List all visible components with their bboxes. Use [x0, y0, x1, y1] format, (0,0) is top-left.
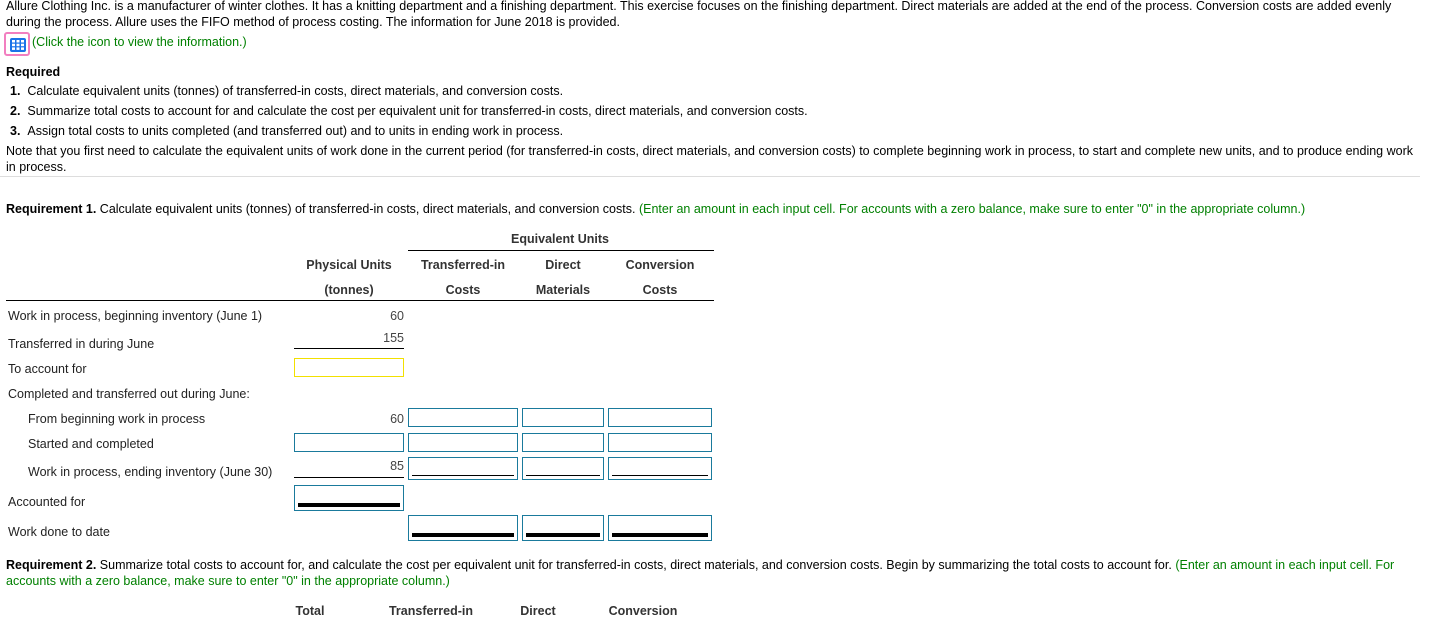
transferred-physical: 155	[383, 331, 404, 345]
item-number: 3.	[10, 124, 21, 138]
row-label-to-account: To account for	[8, 362, 87, 376]
header-rule	[6, 300, 714, 301]
req2-header-total: Total	[295, 604, 325, 618]
req-text: Calculate equivalent units (tonnes) of transferred-in costs, direct materials, and conversion costs.	[96, 202, 639, 216]
required-title: Required	[6, 65, 61, 79]
divider	[0, 176, 1420, 177]
req2-header-transferred-in: Transferred-in	[388, 604, 474, 618]
row-label-completed: Completed and transferred out during June:	[8, 387, 250, 401]
wip-end-dm-input[interactable]	[522, 457, 604, 480]
row-label-accounted: Accounted for	[8, 495, 86, 509]
row-label-work-done: Work done to date	[8, 525, 110, 539]
problem-intro: Allure Clothing Inc. is a manufacturer of winter clothes. It has a knitting department and a finishing department. This exercise focuses on the finishing department. Direct materials are added at the end of the process. Conversion costs are added evenly during the process. Allure uses the FIFO method of process costing. The information for June 2018 is provided.	[6, 0, 1392, 29]
work-done-cc-input[interactable]	[608, 515, 712, 541]
note: Note that you first need to calculate the equivalent units of work done in the current period (for transferred-in costs, direct materials, and conversion costs) to complete beginning work in process, to start and complete new units, and to produce ending work in process.	[6, 144, 1413, 174]
req-hint: (Enter an amount in each input cell. For accounts with a zero balance, make sure to enter "0" in the appropriate column.)	[6, 558, 1395, 588]
item-number: 2.	[10, 104, 21, 118]
row-label-transferred: Transferred in during June	[8, 337, 155, 351]
item-text: Summarize total costs to account for and calculate the cost per equivalent unit for transferred-in costs, direct materials, and conversion costs.	[27, 104, 808, 118]
required-item-1	[10, 84, 563, 98]
req-text: Summarize total costs to account for, and calculate the cost per equivalent unit for transferred-in costs, direct materials, and conversion costs. Begin by summarizing the total costs to account for.	[96, 558, 1176, 572]
started-ti-input[interactable]	[408, 433, 518, 452]
item-number: 1.	[10, 84, 21, 98]
from-begin-ti-input[interactable]	[408, 408, 518, 427]
col-header-physical-unit: (tonnes)	[324, 283, 374, 297]
from-begin-physical: 60	[390, 412, 404, 426]
wip-begin-physical: 60	[390, 309, 404, 323]
req2-header-conversion: Conversion	[608, 604, 678, 618]
col-header-transferred-in: Transferred-in	[420, 258, 506, 272]
started-physical-input[interactable]	[294, 433, 404, 452]
subtotal-rule	[294, 477, 404, 478]
row-label-wip-end: Work in process, ending inventory (June 30)	[28, 465, 273, 479]
row-label-started: Started and completed	[28, 437, 154, 451]
wip-end-cc-input[interactable]	[608, 457, 712, 480]
from-begin-dm-input[interactable]	[522, 408, 604, 427]
equivalent-units-header: Equivalent Units	[511, 232, 609, 246]
row-label-from-begin: From beginning work in process	[28, 412, 206, 426]
info-link[interactable]: (Click the icon to view the information.)	[32, 35, 247, 49]
req-label: Requirement 2.	[6, 558, 97, 572]
header-rule	[408, 250, 714, 251]
started-cc-input[interactable]	[608, 433, 712, 452]
req2-header-direct: Direct	[520, 604, 556, 618]
accounted-physical-input[interactable]	[294, 485, 404, 511]
col-header-direct-2: Materials	[535, 283, 591, 297]
required-item-2	[10, 104, 808, 118]
col-header-direct: Direct	[545, 258, 581, 272]
col-header-conversion-2: Costs	[642, 283, 678, 297]
wip-end-physical: 85	[390, 459, 404, 473]
col-header-transferred-in-2: Costs	[445, 283, 481, 297]
row-label-wip-begin: Work in process, beginning inventory (June 1)	[8, 309, 263, 323]
from-begin-cc-input[interactable]	[608, 408, 712, 427]
req-hint: (Enter an amount in each input cell. For accounts with a zero balance, make sure to enter "0" in the appropriate column.)	[638, 202, 1306, 216]
requirement-2-text	[6, 557, 1416, 589]
wip-end-ti-input[interactable]	[408, 457, 518, 480]
col-header-physical: Physical Units	[306, 258, 392, 272]
started-dm-input[interactable]	[522, 433, 604, 452]
item-text: Assign total costs to units completed (and transferred out) and to units in ending work in process.	[27, 124, 564, 138]
col-header-conversion: Conversion	[625, 258, 695, 272]
requirement-1-text	[6, 202, 1305, 216]
to-account-physical-input[interactable]	[294, 358, 404, 377]
subtotal-rule	[294, 348, 404, 349]
work-done-dm-input[interactable]	[522, 515, 604, 541]
item-text: Calculate equivalent units (tonnes) of transferred-in costs, direct materials, and conversion costs.	[27, 84, 564, 98]
work-done-ti-input[interactable]	[408, 515, 518, 541]
info-table-icon[interactable]	[4, 32, 30, 56]
required-item-3	[10, 124, 563, 138]
req-label: Requirement 1.	[6, 202, 97, 216]
